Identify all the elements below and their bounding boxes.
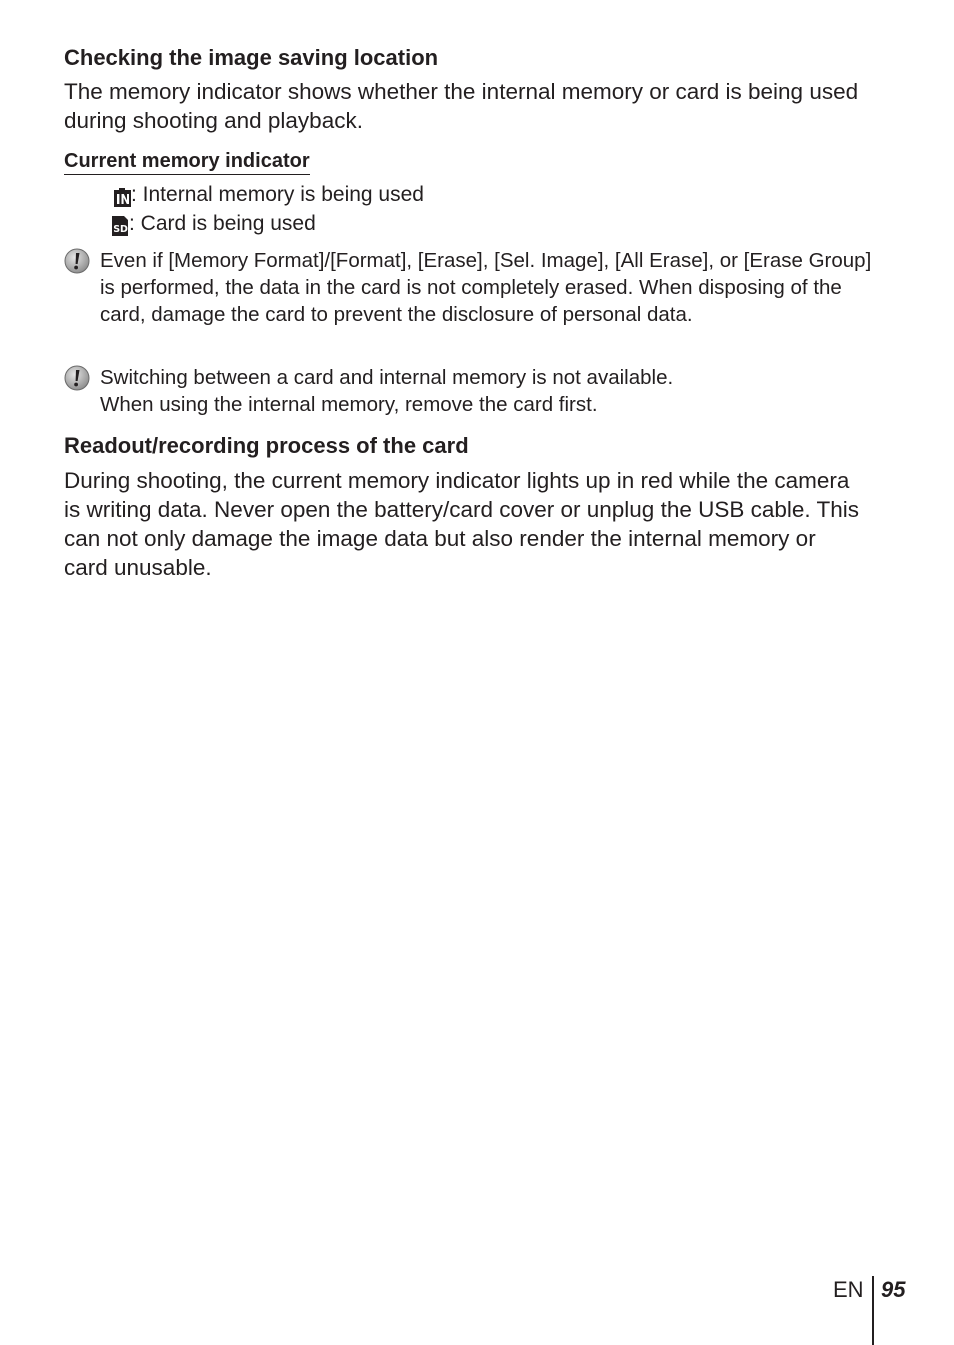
caution-note [64,247,884,357]
caution-icon [64,365,90,391]
caution-note-line: When using the internal memory, remove the card first. [100,393,598,416]
caution-note-line: Even if [Memory Format]/[Format], [Erase], [Sel. Image], [All Erase], or [Erase Group] is performed, the data in the card is not completely erased. When disposing of the card, damage the card to prevent the disclosure of personal data. [100,249,872,326]
section-readout-text: During shooting, the current memory indicator lights up in red while the camera is writing data. Never open the battery/card cover or unplug the USB cable. This can not only damage the image data but also render the internal memory or card unusable. [64,468,860,580]
footer-divider [872,1276,874,1345]
indicator-subheading: Current memory indicator [64,148,310,175]
section-intro-text: The memory indicator shows whether the internal memory or card is being used during shooting and playback. [64,79,859,133]
section-heading-saving-location: Checking the image saving location [64,45,439,70]
caution-icon [64,248,90,274]
caution-note-text [100,364,890,418]
indicator-row-card [111,210,316,238]
section-heading-readout: Readout/recording process of the card [64,433,469,458]
caution-note-text [100,247,890,328]
page-number: 95 [881,1277,906,1302]
internal-memory-icon [111,186,131,207]
indicator-row-internal [111,181,424,209]
svg-text:SD: SD [113,223,128,235]
sd-card-icon [111,215,129,236]
caution-note-line: Switching between a card and internal memory is not available. [100,366,674,389]
language-label: EN [833,1277,864,1302]
caution-note [64,364,884,420]
indicator-internal-label: : Internal memory is being used [131,183,424,206]
indicator-card-label: : Card is being used [129,212,316,235]
